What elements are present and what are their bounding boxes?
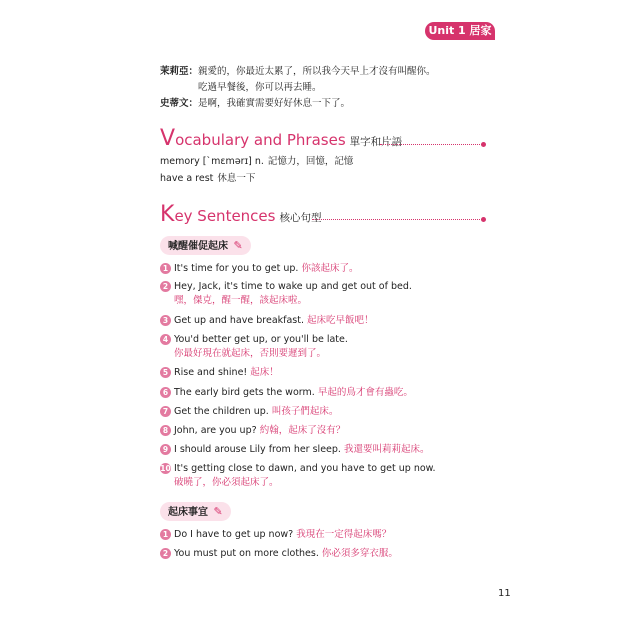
section-divider-dot: [481, 142, 486, 147]
sentence-english: It's time for you to get up. 你該起床了。: [174, 263, 359, 274]
section-initial: V: [160, 126, 176, 151]
sentence-chinese: 早起的鳥才會有蟲吃。: [317, 387, 413, 398]
sentence-chinese: 約翰，起床了沒有？: [259, 425, 346, 436]
dialog-text: 吃過早餐後，你可以再去睡。: [198, 82, 322, 93]
key-sentences-title: [160, 202, 321, 227]
sentence-number: 5: [160, 367, 171, 378]
dialog-line: [160, 96, 436, 112]
sentence-english: John, are you up? 約翰，起床了沒有？: [174, 425, 346, 436]
sentence-number: 8: [160, 425, 171, 436]
sentence-english: Get the children up. 叫孩子們起床。: [174, 406, 339, 417]
dialog-text: 是啊，我確實需要好好休息一下了。: [198, 98, 351, 109]
sentence-number: 9: [160, 444, 171, 455]
sentence-number: 1: [160, 263, 171, 274]
sentence-number: 10: [160, 464, 171, 473]
sentence-english: You must put on more clothes. 你必須多穿衣服。: [174, 548, 398, 559]
vocab-section-title: [160, 126, 402, 151]
sentence-chinese: 你必須多穿衣服。: [321, 548, 398, 559]
vocab-item: [160, 170, 353, 187]
sentence-chinese: 我現在一定得起床嗎？: [296, 529, 392, 540]
vocab-list: [160, 153, 353, 187]
sentence-english: Hey, Jack, it's time to wake up and get out of bed.: [174, 281, 412, 292]
section-divider: [312, 219, 482, 220]
speaker-name: 史蒂文：: [160, 98, 199, 109]
speaker-name: 茉莉亞：: [160, 66, 199, 77]
section-title-rest: ey Sentences: [174, 207, 276, 225]
unit-label: Unit 1 居家: [428, 24, 492, 37]
section-divider-dot: [481, 217, 486, 222]
group-label: [160, 502, 231, 521]
section-title-rest: ocabulary and Phrases: [175, 131, 346, 149]
sentence-english: I should arouse Lily from her sleep. 我還要叫莉莉起床。: [174, 444, 430, 455]
sentence-chinese: 起床！: [250, 367, 279, 378]
sentence-chinese: 嘿，傑克，醒一醒，該起床啦。: [174, 295, 308, 306]
dialog-text: 親愛的，你最近太累了，所以我今天早上才沒有叫醒你。: [198, 66, 436, 77]
sentence-number: 7: [160, 406, 171, 417]
page-number: 11: [498, 588, 511, 599]
sentence-chinese: 起床吃早飯吧！: [307, 315, 374, 326]
sentence-chinese: 你最好現在就起床，否則要遲到了。: [174, 348, 327, 359]
dialog-line: [160, 64, 436, 80]
vocab-item: [160, 153, 353, 170]
pencil-icon: ✎: [213, 505, 223, 518]
sentence-chinese: 你該起床了。: [301, 263, 359, 274]
sentence-english: Rise and shine! 起床！: [174, 367, 279, 378]
dialog: [160, 64, 436, 112]
pencil-icon: ✎: [233, 239, 243, 252]
sentence-english: It's getting close to dawn, and you have to get up now.: [174, 463, 436, 474]
vocab-term: have a rest: [160, 173, 214, 184]
sentence-chinese: 我還要叫莉莉起床。: [343, 444, 430, 455]
vocab-term: memory [ˋmɛmərɪ] n.: [160, 156, 264, 167]
sentence-english: Get up and have breakfast. 起床吃早飯吧！: [174, 315, 374, 326]
unit-badge: [425, 22, 495, 40]
vocab-definition: 休息一下: [217, 173, 256, 184]
dialog-line: [160, 80, 436, 96]
sentence-number: 2: [160, 548, 171, 559]
sentence-english: Do I have to get up now? 我現在一定得起床嗎？: [174, 529, 392, 540]
group-label-text: 喊醒催促起床: [168, 241, 228, 252]
group-label-text: 起床事宜: [168, 507, 208, 518]
vocab-definition: 記憶力，回憶，記憶: [267, 156, 354, 167]
section-subtitle: 核心句型: [279, 212, 322, 224]
sentence-chinese: 叫孩子們起床。: [271, 406, 339, 417]
section-subtitle: 單字和片語: [349, 136, 403, 148]
sentence-number: 6: [160, 387, 171, 398]
sentence-number: 4: [160, 334, 171, 345]
sentence-chinese: 破曉了，你必須起床了。: [174, 477, 279, 488]
group-label: [160, 236, 251, 255]
sentence-english: You'd better get up, or you'll be late.: [174, 334, 348, 345]
section-initial: K: [160, 202, 175, 227]
section-divider: [380, 144, 482, 145]
sentence-english: The early bird gets the worm. 早起的鳥才會有蟲吃。: [174, 387, 413, 398]
sentence-number: 1: [160, 529, 171, 540]
sentence-number: 3: [160, 315, 171, 326]
sentence-number: 2: [160, 281, 171, 292]
